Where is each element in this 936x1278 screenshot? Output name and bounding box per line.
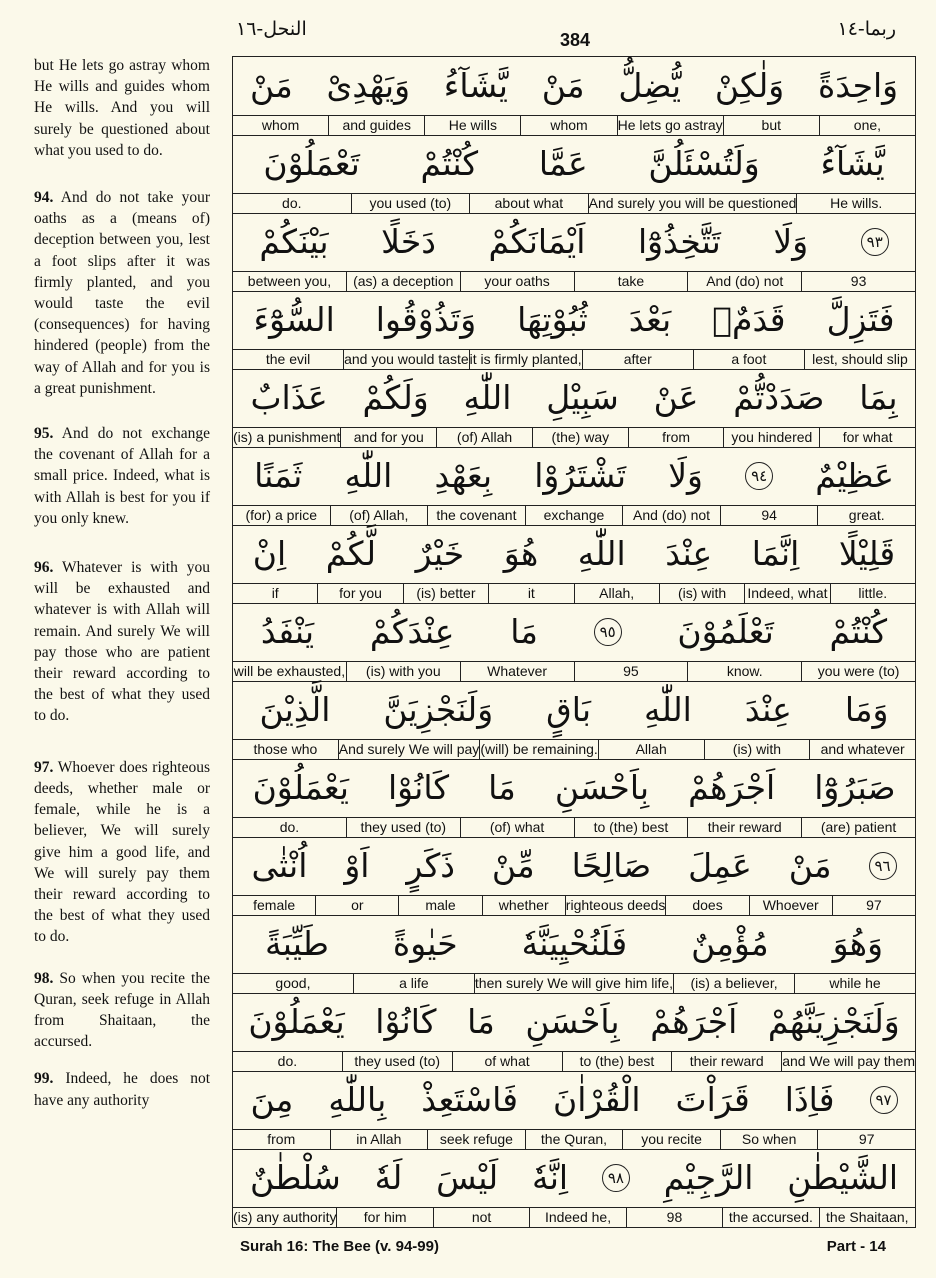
arabic-word: مُؤْمِنٌ bbox=[691, 924, 769, 963]
arabic-word: بِعَهْدِ bbox=[434, 456, 493, 495]
arabic-word: وَلَتُسْئَلُنَّ bbox=[648, 144, 760, 183]
arabic-word: بِمَا bbox=[859, 378, 898, 417]
ayah-marker: ٩٦ bbox=[869, 852, 897, 880]
gloss-line bbox=[233, 1129, 915, 1150]
gloss-word: Indeed, what bbox=[744, 584, 829, 603]
arabic-line bbox=[233, 291, 915, 348]
arabic-word: مَنْ bbox=[788, 846, 832, 885]
arabic-word: عَنْ bbox=[653, 378, 699, 417]
gloss-word: and for you bbox=[340, 428, 436, 447]
gloss-word: righteous deeds bbox=[565, 897, 666, 913]
arabic-word: فَاسْتَعِذْ bbox=[421, 1080, 518, 1119]
verse-row bbox=[233, 915, 915, 993]
gloss-word: 97 bbox=[832, 896, 915, 915]
arabic-word: اَيْمَانَكُمْ bbox=[488, 222, 586, 261]
arabic-word: يَعْمَلُوْنَ bbox=[248, 1002, 345, 1041]
gloss-word: you used (to) bbox=[351, 194, 470, 213]
arabic-word: كَانُوْا bbox=[375, 1002, 437, 1041]
gloss-word: (of) what bbox=[460, 818, 574, 837]
gloss-word: (are) patient bbox=[801, 818, 915, 837]
arabic-line bbox=[233, 135, 915, 192]
gloss-word: (is) a believer, bbox=[673, 974, 794, 993]
gloss-word: not bbox=[433, 1208, 529, 1227]
gloss-word: whether bbox=[482, 896, 565, 915]
gloss-word: (is) a punishment bbox=[233, 429, 341, 445]
arabic-word: اِنْ bbox=[252, 534, 287, 573]
arabic-line bbox=[233, 1071, 915, 1128]
gloss-word: 97 bbox=[817, 1130, 915, 1149]
gloss-word: and guides bbox=[328, 116, 424, 135]
gloss-word: good, bbox=[275, 975, 311, 991]
translation-paragraph bbox=[34, 55, 210, 161]
gloss-word: your oaths bbox=[460, 272, 574, 291]
arabic-word: وَتَذُوْقُوا bbox=[375, 300, 477, 339]
gloss-line bbox=[233, 817, 915, 838]
gloss-word: 98 bbox=[626, 1208, 722, 1227]
gloss-word: lest, should slip bbox=[804, 350, 915, 369]
arabic-word: الْقُرْاٰنَ bbox=[553, 1080, 641, 1119]
arabic-line bbox=[233, 447, 915, 504]
gloss-word: while he bbox=[794, 974, 915, 993]
gloss-word: do. bbox=[277, 1053, 298, 1069]
verse-number: 96. bbox=[34, 559, 54, 577]
gloss-word: male bbox=[398, 896, 481, 915]
arabic-word: كَانُوْا bbox=[387, 768, 450, 807]
gloss-word: He lets go astray bbox=[617, 117, 723, 133]
translation-text: but He lets go astray whom He wills and guides whom He wills. And you will surely be questioned about what you used to do. bbox=[34, 57, 210, 159]
gloss-word: And (do) not bbox=[687, 272, 801, 291]
arabic-word: وَهُوَ bbox=[832, 924, 884, 963]
arabic-word: يُّضِلُّ bbox=[618, 66, 682, 105]
arabic-word: عَظِيْمٌ bbox=[815, 456, 894, 495]
arabic-word: اللّٰهِ bbox=[577, 534, 626, 573]
gloss-word: female bbox=[253, 897, 296, 913]
gloss-word: (as) a deception bbox=[346, 272, 460, 291]
translation-paragraph bbox=[34, 187, 210, 399]
arabic-word: فَلَنُحْيِيَنَّهٗ bbox=[521, 924, 628, 963]
gloss-word: little. bbox=[830, 584, 915, 603]
translation-column bbox=[34, 55, 210, 1111]
verse-row bbox=[233, 135, 915, 213]
gloss-word: or bbox=[315, 896, 398, 915]
arabic-word: عِنْدَكُمْ bbox=[369, 612, 455, 651]
gloss-line bbox=[233, 505, 915, 526]
arabic-word: عِنْدَ bbox=[744, 690, 792, 729]
verse-row bbox=[233, 1149, 915, 1227]
footer-part: Part - 14 bbox=[826, 1238, 886, 1255]
gloss-word: (will) be remaining. bbox=[480, 741, 598, 757]
translation-text: And do not take your oaths as a (means of) deception between you, lest a foot slips after it was firmly planted, and you would taste the evil (consequences) for having hindered (people) from the way of Allah and for you is a great punishment. bbox=[34, 189, 210, 397]
arabic-word: كُنْتُمْ bbox=[829, 612, 888, 651]
gloss-line bbox=[233, 193, 915, 214]
gloss-line bbox=[233, 1207, 915, 1228]
arabic-line bbox=[233, 369, 915, 426]
gloss-word: they used (to) bbox=[346, 818, 460, 837]
arabic-word: قَدَمٌۢ bbox=[712, 300, 786, 339]
translation-text: Indeed, he does not have any authority bbox=[34, 1070, 210, 1109]
gloss-word: of what bbox=[452, 1052, 562, 1071]
verse-number: 98. bbox=[34, 969, 54, 987]
gloss-word: they used (to) bbox=[342, 1052, 452, 1071]
gloss-word: for you bbox=[317, 584, 402, 603]
arabic-word: عَذَابٌ bbox=[250, 378, 328, 417]
gloss-word: (of) Allah, bbox=[330, 506, 428, 525]
gloss-word: a foot bbox=[693, 350, 804, 369]
arabic-line bbox=[233, 603, 915, 660]
arabic-word: وَلَنَجْزِيَنَّهُمْ bbox=[767, 1002, 900, 1041]
arabic-word: طَيِّبَةً bbox=[265, 924, 329, 963]
gloss-word: (is) any authority bbox=[232, 1209, 337, 1225]
gloss-word: the covenant bbox=[427, 506, 525, 525]
arabic-word: بِاَحْسَنِ bbox=[554, 768, 650, 807]
gloss-word: to (the) best bbox=[562, 1052, 672, 1071]
arabic-word: وَمَا bbox=[844, 690, 889, 729]
verse-row bbox=[233, 837, 915, 915]
gloss-word: their reward bbox=[687, 818, 801, 837]
arabic-word: قَرَاْتَ bbox=[675, 1080, 750, 1119]
verse-row bbox=[233, 603, 915, 681]
gloss-word: whom bbox=[261, 117, 300, 133]
gloss-word: Allah bbox=[598, 740, 704, 759]
surah-header: النحل-١٦ bbox=[236, 18, 307, 40]
arabic-word: يَعْمَلُوْنَ bbox=[252, 768, 349, 807]
gloss-word: and whatever bbox=[809, 740, 915, 759]
arabic-word: تَعْمَلُوْنَ bbox=[263, 144, 360, 183]
arabic-word: اِنَّمَا bbox=[751, 534, 800, 573]
gloss-word: (is) better bbox=[403, 584, 488, 603]
gloss-word: the accursed. bbox=[722, 1208, 818, 1227]
arabic-word: صَبَرُوْٓا bbox=[814, 768, 896, 807]
arabic-word: يَّشَآءُ bbox=[820, 144, 885, 183]
arabic-line bbox=[233, 837, 915, 894]
gloss-word: from bbox=[267, 1131, 296, 1147]
arabic-word: مِنَ bbox=[250, 1080, 294, 1119]
gloss-word: whom bbox=[520, 116, 616, 135]
gloss-word: the evil bbox=[265, 351, 311, 367]
gloss-word: 93 bbox=[801, 272, 915, 291]
arabic-word: وَلَا bbox=[773, 222, 809, 261]
verse-row bbox=[233, 681, 915, 759]
arabic-word: اَجْرَهُمْ bbox=[650, 1002, 738, 1041]
verse-row bbox=[233, 57, 915, 135]
arabic-line bbox=[233, 525, 915, 582]
gloss-word: So when bbox=[720, 1130, 818, 1149]
translation-text: So when you recite the Quran, seek refuge in Allah from Shaitaan, the accursed. bbox=[34, 969, 210, 1051]
arabic-word: قَلِيْلًا bbox=[838, 534, 896, 573]
gloss-word: for what bbox=[819, 428, 915, 447]
arabic-word: مَا bbox=[488, 768, 516, 807]
arabic-word: وَلَكُمْ bbox=[362, 378, 429, 417]
gloss-line bbox=[233, 661, 915, 682]
gloss-word: you recite bbox=[622, 1130, 720, 1149]
verse-row bbox=[233, 1071, 915, 1149]
ayah-marker: ٩٨ bbox=[602, 1164, 630, 1192]
arabic-word: وَيَهْدِىْ bbox=[326, 66, 411, 105]
translation-paragraph bbox=[34, 1068, 210, 1110]
gloss-line bbox=[233, 271, 915, 292]
gloss-word: (for) a price bbox=[245, 507, 318, 523]
arabic-word: حَيٰوةً bbox=[392, 924, 458, 963]
gloss-word: 94 bbox=[720, 506, 818, 525]
arabic-word: بَاقٍ bbox=[546, 690, 591, 729]
gloss-word: about what bbox=[469, 194, 588, 213]
arabic-word: يَنْفَدُ bbox=[260, 612, 315, 651]
verse-row bbox=[233, 759, 915, 837]
arabic-word: لَيْسَ bbox=[436, 1158, 499, 1197]
arabic-word: وَاحِدَةً bbox=[818, 66, 899, 105]
arabic-word: مَنْ bbox=[249, 66, 293, 105]
gloss-word: if bbox=[271, 585, 279, 601]
arabic-word: اَجْرَهُمْ bbox=[688, 768, 776, 807]
gloss-word: Allah, bbox=[574, 584, 659, 603]
gloss-word: does bbox=[665, 896, 748, 915]
arabic-word: اللّٰهِ bbox=[463, 378, 512, 417]
gloss-word: Indeed he, bbox=[529, 1208, 625, 1227]
arabic-line bbox=[233, 213, 915, 270]
gloss-word: and you would taste bbox=[344, 351, 469, 367]
arabic-word: الشَّيْطٰنِ bbox=[787, 1158, 899, 1197]
arabic-word: كُنْتُمْ bbox=[420, 144, 479, 183]
gloss-word: their reward bbox=[671, 1052, 781, 1071]
arabic-word: لَهٗ bbox=[374, 1158, 403, 1197]
gloss-word: And surely you will be questioned bbox=[588, 195, 797, 211]
gloss-word: take bbox=[574, 272, 688, 291]
gloss-word: you were (to) bbox=[801, 662, 915, 681]
arabic-line bbox=[233, 993, 915, 1050]
ayah-marker: ٩٤ bbox=[745, 462, 773, 490]
gloss-line bbox=[233, 973, 915, 994]
translation-paragraph bbox=[34, 423, 210, 529]
gloss-word: And (do) not bbox=[622, 506, 720, 525]
gloss-word: you hindered bbox=[723, 428, 819, 447]
arabic-word: ثَمَنًا bbox=[254, 456, 303, 495]
arabic-word: هُوَ bbox=[503, 534, 539, 573]
translation-text: And do not exchange the covenant of Allah for a small price. Indeed, what is with Allah is best for you if you only knew. bbox=[34, 425, 210, 527]
verse-row bbox=[233, 369, 915, 447]
arabic-word: الَّذِيْنَ bbox=[259, 690, 331, 729]
arabic-word: عَمَّا bbox=[538, 144, 588, 183]
arabic-word: فَتَزِلَّ bbox=[826, 300, 895, 339]
translation-text: Whatever is with you will be exhausted and whatever is with Allah will remain. And surely We will pay those who are patient their reward according to the best of what they used to do. bbox=[34, 559, 210, 725]
gloss-word: but bbox=[723, 116, 819, 135]
gloss-line bbox=[233, 895, 915, 916]
arabic-word: ذَكَرٍ bbox=[406, 846, 455, 885]
gloss-word: 95 bbox=[574, 662, 688, 681]
gloss-word: after bbox=[582, 350, 693, 369]
arabic-word: بَيْنَكُمْ bbox=[259, 222, 329, 261]
arabic-word: ثُبُوْتِهَا bbox=[517, 300, 588, 339]
arabic-line bbox=[233, 759, 915, 816]
arabic-word: يَّشَآءُ bbox=[443, 66, 508, 105]
arabic-word: وَلٰكِنْ bbox=[714, 66, 785, 105]
ayah-marker: ٩٥ bbox=[594, 618, 622, 646]
gloss-word: a life bbox=[353, 974, 474, 993]
arabic-word: دَخَلًا bbox=[381, 222, 436, 261]
gloss-word: and We will pay them bbox=[782, 1053, 915, 1069]
arabic-word: مَا bbox=[510, 612, 538, 651]
gloss-word: one, bbox=[819, 116, 915, 135]
juz-header: ربما-١٤ bbox=[837, 18, 896, 40]
gloss-word: it bbox=[488, 584, 573, 603]
translation-paragraph bbox=[34, 757, 210, 948]
arabic-word: بَعْدَ bbox=[628, 300, 672, 339]
arabic-word: سَبِيْلِ bbox=[546, 378, 619, 417]
gloss-word: seek refuge bbox=[427, 1130, 525, 1149]
gloss-line bbox=[233, 1051, 915, 1072]
translation-paragraph bbox=[34, 557, 210, 727]
gloss-word: then surely We will give him life, bbox=[474, 975, 674, 991]
translation-text: Whoever does righteous deeds, whether male or female, while he is a believer, We will surely give him a good life, and We will surely pay them their reward according to the best of what they used to do. bbox=[34, 758, 210, 946]
arabic-word: تَشْتَرُوْا bbox=[534, 456, 627, 495]
gloss-line bbox=[233, 349, 915, 370]
gloss-word: in Allah bbox=[330, 1130, 428, 1149]
arabic-word: اللّٰهِ bbox=[344, 456, 393, 495]
arabic-word: لَّكُمْ bbox=[325, 534, 377, 573]
gloss-word: the Quran, bbox=[525, 1130, 623, 1149]
arabic-line bbox=[233, 915, 915, 972]
verse-row bbox=[233, 525, 915, 603]
arabic-word: اللّٰهِ bbox=[644, 690, 692, 729]
arabic-word: صَدَدْتُّمْ bbox=[733, 378, 825, 417]
gloss-word: the Shaitaan, bbox=[819, 1208, 915, 1227]
gloss-word: Whoever bbox=[749, 896, 832, 915]
gloss-word: know. bbox=[687, 662, 801, 681]
gloss-word: do. bbox=[282, 195, 302, 211]
gloss-word: those who bbox=[253, 741, 318, 757]
arabic-word: بِاللّٰهِ bbox=[328, 1080, 387, 1119]
arabic-word: وَلَنَجْزِيَنَّ bbox=[383, 690, 494, 729]
ayah-marker: ٩٣ bbox=[861, 228, 889, 256]
gloss-word: (is) with you bbox=[346, 662, 460, 681]
gloss-line bbox=[233, 427, 915, 448]
gloss-line bbox=[233, 583, 915, 604]
gloss-line bbox=[233, 739, 915, 760]
arabic-word: عَمِلَ bbox=[688, 846, 752, 885]
gloss-word: it is firmly planted, bbox=[469, 351, 582, 367]
gloss-word: from bbox=[628, 428, 724, 447]
arabic-word: الرَّجِيْمِ bbox=[663, 1158, 754, 1197]
arabic-line bbox=[233, 57, 915, 114]
verse-number: 99. bbox=[34, 1070, 54, 1088]
arabic-word: اَوْ bbox=[344, 846, 370, 885]
arabic-word: بِاَحْسَنِ bbox=[525, 1002, 620, 1041]
gloss-word: And surely We will pay bbox=[338, 741, 480, 757]
arabic-word: اُنْثٰى bbox=[251, 846, 308, 885]
arabic-word: خَيْرٌ bbox=[415, 534, 465, 573]
word-by-word-grid bbox=[232, 56, 916, 1228]
gloss-word: He wills. bbox=[796, 194, 915, 213]
arabic-word: مِّنْ bbox=[491, 846, 535, 885]
page-number: 384 bbox=[560, 30, 591, 50]
verse-number: 95. bbox=[34, 425, 54, 443]
gloss-word: He wills bbox=[424, 116, 520, 135]
arabic-word: مَنْ bbox=[541, 66, 585, 105]
gloss-word: (is) with bbox=[704, 740, 810, 759]
arabic-word: السُّوْٓءَ bbox=[253, 300, 335, 339]
gloss-line bbox=[233, 115, 915, 136]
ayah-marker: ٩٧ bbox=[870, 1086, 898, 1114]
verse-row bbox=[233, 213, 915, 291]
verse-row bbox=[233, 993, 915, 1071]
arabic-word: عِنْدَ bbox=[665, 534, 713, 573]
verse-row bbox=[233, 291, 915, 369]
gloss-word: (is) with bbox=[659, 584, 744, 603]
arabic-line bbox=[233, 681, 915, 738]
gloss-word: between you, bbox=[247, 273, 332, 289]
gloss-word: for him bbox=[336, 1208, 432, 1227]
gloss-word: will be exhausted, bbox=[233, 663, 346, 679]
gloss-word: exchange bbox=[525, 506, 623, 525]
gloss-word: do. bbox=[279, 819, 300, 835]
translation-paragraph bbox=[34, 968, 210, 1053]
arabic-word: تَعْلَمُوْنَ bbox=[677, 612, 774, 651]
verse-number: 94. bbox=[34, 189, 54, 207]
arabic-word: سُلْطٰنٌ bbox=[249, 1158, 341, 1197]
gloss-word: (of) Allah bbox=[436, 428, 532, 447]
footer-surah: Surah 16: The Bee (v. 94-99) bbox=[240, 1238, 439, 1255]
arabic-word: تَتَّخِذُوْٓا bbox=[637, 222, 721, 261]
arabic-word: فَاِذَا bbox=[784, 1080, 835, 1119]
arabic-word: اِنَّهٗ bbox=[532, 1158, 569, 1197]
arabic-line bbox=[233, 1149, 915, 1206]
gloss-word: to (the) best bbox=[574, 818, 688, 837]
verse-row bbox=[233, 447, 915, 525]
verse-number: 97. bbox=[34, 758, 54, 776]
arabic-word: وَلَا bbox=[668, 456, 703, 495]
arabic-word: مَا bbox=[467, 1002, 495, 1041]
gloss-word: great. bbox=[817, 506, 915, 525]
arabic-word: صَالِحًا bbox=[571, 846, 652, 885]
gloss-word: Whatever bbox=[460, 662, 574, 681]
gloss-word: (the) way bbox=[532, 428, 628, 447]
